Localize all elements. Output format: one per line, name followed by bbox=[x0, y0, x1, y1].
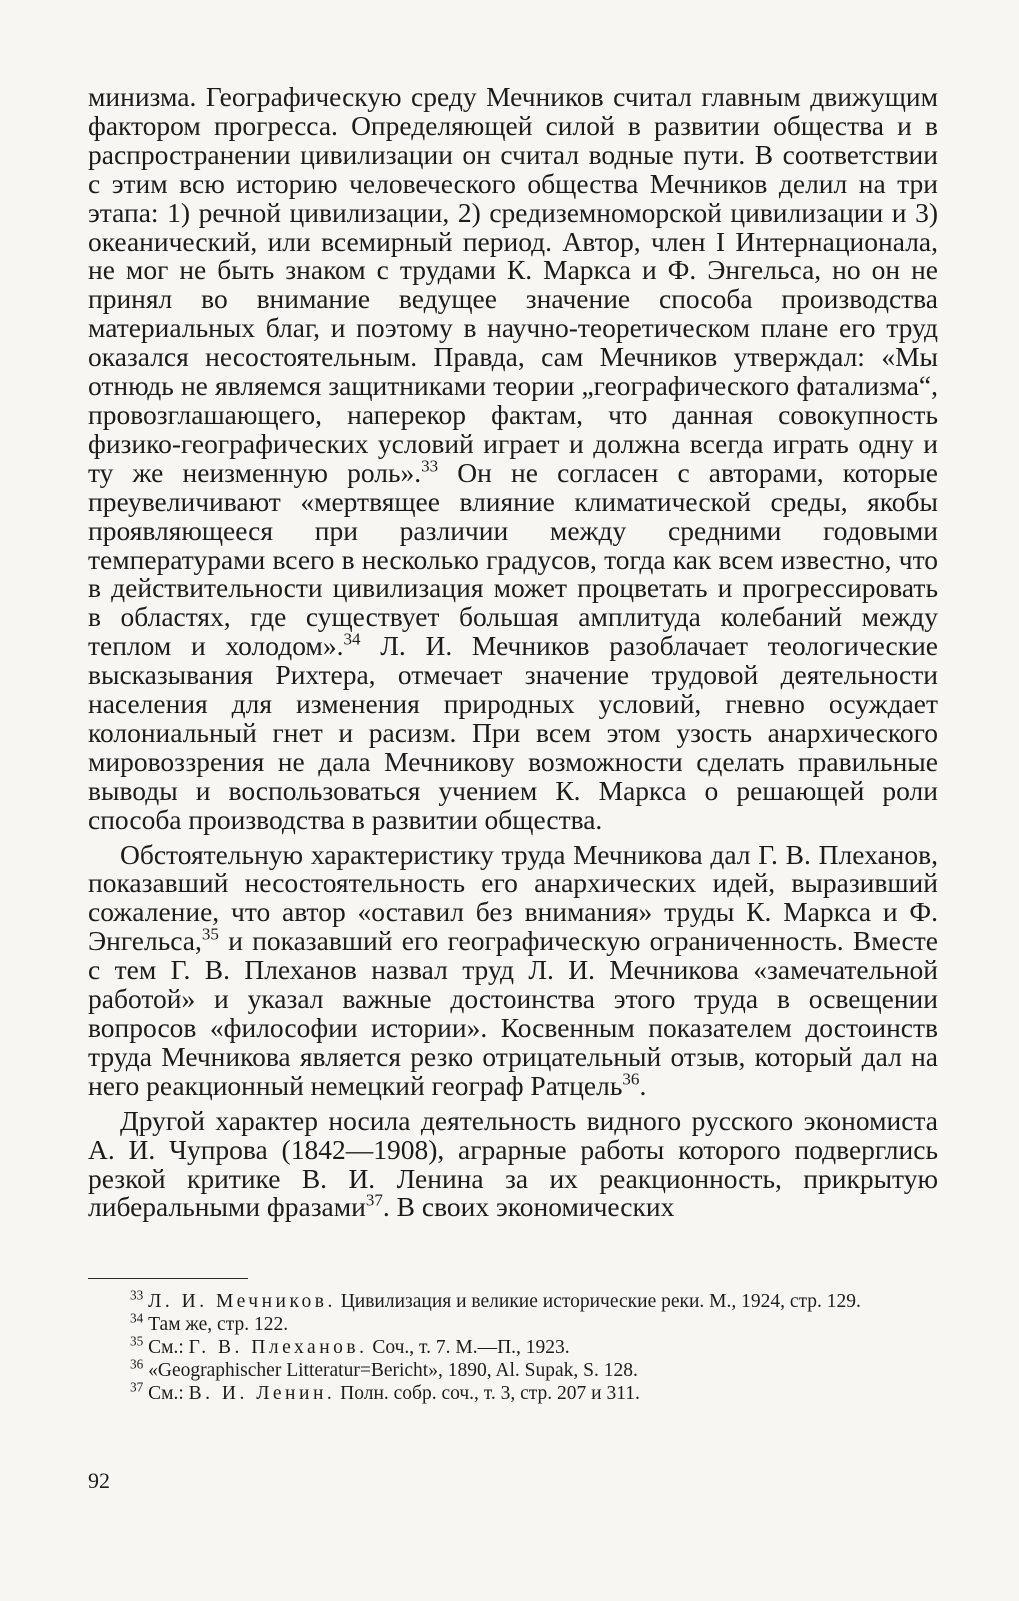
footnote-separator bbox=[88, 1278, 248, 1279]
paragraph bbox=[88, 838, 938, 1101]
footnote-ref[interactable]: 35 bbox=[201, 924, 219, 944]
footnote-ref[interactable]: 36 bbox=[622, 1069, 640, 1089]
text-run: Другой характер носила деятельность видного русского экономиста А. И. Чупрова (1842—1908), аграрные работы которого подверглись резкой критике В. И. Ленина за их реакционность, прикрытую либеральными фразами bbox=[88, 1104, 938, 1223]
footnote bbox=[88, 1333, 938, 1359]
footnote-author: В. И. Ленин. bbox=[188, 1383, 336, 1404]
text-run: . bbox=[639, 1069, 647, 1101]
footnote bbox=[88, 1379, 938, 1405]
footnote-text: Там же, стр. 122. bbox=[148, 1314, 289, 1335]
footnote-number: 34 bbox=[130, 1310, 144, 1326]
footnote-text: Цивилизация и великие исторические реки. М., 1924, стр. 129. bbox=[335, 1291, 861, 1312]
footnote-author: Г. В. Плеханов. bbox=[188, 1337, 368, 1358]
footnotes bbox=[88, 1287, 938, 1405]
footnote bbox=[88, 1356, 938, 1382]
text-run: Обстоятельную характеристику труда Мечникова дал Г. В. Плеханов, показавший несостоятельность его анархических идей, выразивший сожаление, что автор «оставил без внимания» труды К. Маркса и Ф. Энгельса, bbox=[88, 838, 938, 957]
footnote bbox=[88, 1310, 938, 1336]
text-run: минизма. Географическую среду Мечников считал главным движущим фактором прогресса. Определяющей силой в развитии общества и в распространении цивилизации он считал водные пути. В соответствии с этим всю историю человеческого общества Мечников делил на три этапа: 1) речной цивилизации, 2) средиземноморской цивилизации и 3) океанический, или всемирный период. Автор, член I Интернационала, не мог не быть знаком с трудами К. Маркса и Ф. Энгельса, но он не принял во внимание ведущее значение способа производства материальных благ, и поэтому в научно-теоретическом плане его труд оказался несостоятельным. Правда, сам Мечников утверждал: «Мы отнюдь не являемся защитниками теории „географического фатализма“, провозглашающего, наперекор фактам, что данная совокупность физико-географических условий играет и должна всегда играть одну и ту же неизменную роль». bbox=[88, 81, 938, 488]
footnote-number: 35 bbox=[130, 1333, 144, 1349]
footnote-prefix: См.: bbox=[148, 1383, 189, 1404]
footnote-number: 37 bbox=[130, 1379, 144, 1395]
text-run: . В своих экономических bbox=[382, 1191, 675, 1223]
footnote-number: 36 bbox=[130, 1356, 144, 1372]
footnote bbox=[88, 1287, 938, 1313]
paragraph bbox=[88, 83, 938, 835]
main-text bbox=[88, 83, 938, 1222]
page-number: 92 bbox=[88, 1468, 110, 1493]
footnote-ref[interactable]: 33 bbox=[421, 456, 439, 476]
footnote-text: «Geographischer Litteratur=Bericht», 1890, Al. Supak, S. 128. bbox=[148, 1360, 638, 1381]
text-run: Он не согласен с авторами, которые преувеличивают «мертвящее влияние климатической среды, якобы проявляющееся при различии между средними годовыми температурами всего в несколько градусов, тогда как всем известно, что в действительности цивилизация может процветать и прогрессировать в областях, где существует большая амплитуда колебаний между теплом и холодом». bbox=[88, 456, 938, 662]
text-run: и показавший его географическую ограниченность. Вместе с тем Г. В. Плеханов назвал труд Л. И. Мечникова «замечательной работой» и указал важные достоинства этого труда в освещении вопросов «философии истории». Косвенным показателем достоинств труда Мечникова является резко отрицательный отзыв, который дал на него реакционный немецкий географ Ратцель bbox=[88, 925, 938, 1101]
text-run: Л. И. Мечников разоблачает теологические высказывания Рихтера, отмечает значение трудовой деятельности населения для изменения природных условий, гневно осуждает колониальный гнет и расизм. При всем этом узость анархического мировоззрения не дала Мечникову возможности сделать правильные выводы и воспользоваться учением К. Маркса о решающей роли способа производства в развитии общества. bbox=[88, 630, 938, 835]
paragraph bbox=[88, 1104, 938, 1223]
footnote-number: 33 bbox=[130, 1287, 144, 1303]
footnote-text: Полн. собр. соч., т. 3, стр. 207 и 311. bbox=[335, 1383, 640, 1404]
footnote-ref[interactable]: 34 bbox=[343, 629, 361, 649]
footnote-author: Л. И. Мечников. bbox=[148, 1291, 336, 1312]
footnote-ref[interactable]: 37 bbox=[365, 1190, 383, 1210]
footnote-prefix: См.: bbox=[148, 1337, 189, 1358]
footnote-text: Соч., т. 7. М.—П., 1923. bbox=[367, 1337, 570, 1358]
